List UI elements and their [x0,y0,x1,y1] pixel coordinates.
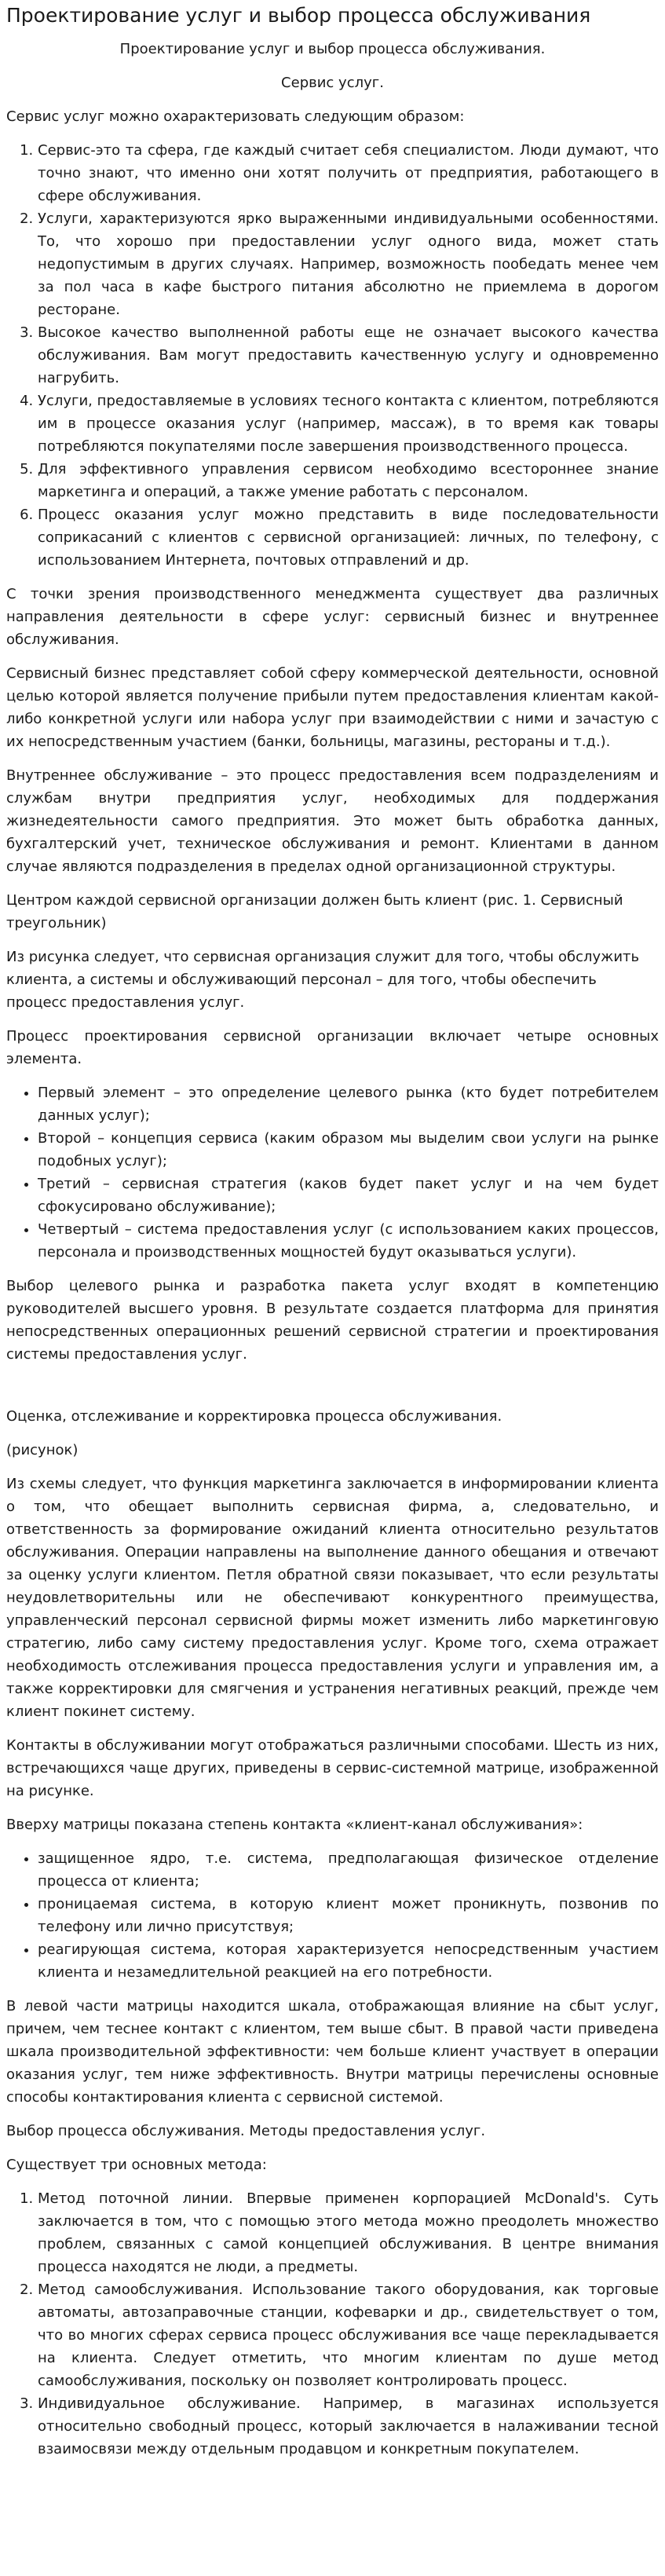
list-item: • Первый элемент – это определение целевого рынка (кто будет потребителем данных услуг); [38,1081,659,1127]
paragraph-matrix-top: Вверху матрицы показана степень контакта «клиент-канал обслуживания»: [6,1817,583,1833]
list-item: 1. Сервис-это та сфера, где каждый считает себя специалистом. Люди думают, что точно знают, что именно они хотят получить от предприятия, работающего в сфере обслуживания. [38,139,659,207]
paragraph-business: Сервисный бизнес представляет собой сферу коммерческой деятельности, основной целью которой является получение прибыли путем предоставления клиентам какой-либо конкретной услуги или набора услуг при взаимодействии с ними и зачастую с их непосредственным участием (банки, больницы, магазины, рестораны и т.д.). [6,665,659,750]
list-item: 3. Высокое качество выполненной работы еще не означает высокого качества обслуживания. Вам могут предоставить качественную услугу и одновременно нагрубить. [38,321,659,390]
list-item: • Четвертый – система предоставления услуг (с использованием каких процессов, персонала и производственных мощностей будут оказываться услуги). [38,1218,659,1264]
paragraph-internal: Внутреннее обслуживание – это процесс предоставления всем подразделениям и службам внутри предприятия услуг, необходимых для поддержания жизнедеятельности самого предприятия. Это может быть обработка данных, бухгалтерский учет, техническое обслуживания и ремонт. Клиентами в данном случае являются подразделения в пределах одной организационной структуры. [6,767,659,875]
list-item: 6. Процесс оказания услуг можно представить в виде последовательности соприкасаний с клиентов с сервисной организацией: личных, по телефону, с использованием Интернета, почтовых отправлений и др. [38,503,659,572]
paragraph-contacts: Контакты в обслуживании могут отображаться различными способами. Шесть из них, встречающихся чаще других, приведены в сервис-системной матрице, изображенной на рисунке. [6,1737,659,1799]
list-item: • защищенное ядро, т.е. система, предполагающая физическое отделение процесса от клиента; [38,1847,659,1893]
list-item: • Третий – сервисная стратегия (каков будет пакет услуг и на чем будет сфокусировано обслуживание); [38,1173,659,1218]
contact-levels-list [6,1847,659,1984]
service-characteristics-list [6,139,659,572]
list-item: 2. Метод самообслуживания. Использование такого оборудования, как торговые автоматы, автозаправочные станции, кофеварки и др., свидетельствует о том, что во многих сферах сервиса процесс обслуживания все чаще перекладывается на клиента. Следует отметить, что многим клиентам по душе метод самообслуживания, поскольку он позволяет контролировать процесс. [38,2278,659,2392]
paragraph-matrix-left: В левой части матрицы находится шкала, отображающая влияние на сбыт услуг, причем, чем теснее контакт с клиентом, тем выше сбыт. В правой части приведена шкала производительной эффективности: чем больше клиент участвует в операции оказания услуг, тем ниже эффективность. Внутри матрицы перечислены основные способы контактирования клиента с сервисной системой. [6,1998,659,2106]
list-item: 5. Для эффективного управления сервисом необходимо всестороннее знание маркетинга и операций, а также умение работать с персоналом. [38,458,659,503]
figure-placeholder: (рисунок) [6,1442,79,1458]
intro-paragraph: Сервис услуг можно охарактеризовать следующим образом: [6,108,465,125]
paragraph-figure: Из рисунка следует, что сервисная организация служит для того, чтобы обслужить клиента, а системы и обслуживающий персонал – для того, чтобы обеспечить процесс предоставления услуг. [6,949,640,1011]
spacer [6,1377,659,1405]
paragraph-evaluation: Оценка, отслеживание и корректировка процесса обслуживания. [6,1408,502,1425]
list-item: 1. Метод поточной линии. Впервые применен корпорацией McDonald's. Суть заключается в том, что с помощью этого метода можно преодолеть множество проблем, связанных с самой концепцией обслуживания. В центре внимания процесса находятся не люди, а предметы. [38,2187,659,2278]
paragraph-choice: Выбор целевого рынка и разработка пакета услуг входят в компетенцию руководителей высшего уровня. В результате создается платформа для принятия непосредственных операционных решений сервисной стратегии и проектирования системы предоставления услуг. [6,1278,659,1363]
paragraph-methods-title: Выбор процесса обслуживания. Методы предоставления услуг. [6,2123,486,2139]
paragraph-management: С точки зрения производственного менеджмента существует два различных направления деятельности в сфере услуг: сервисный бизнес и внутреннее обслуживания. [6,586,659,648]
service-methods-list [6,2187,659,2461]
paragraph-scheme: Из схемы следует, что функция маркетинга заключается в информировании клиента о том, что обещает выполнить сервисная фирма, а, следовательно, и ответственность за формирование ожиданий клиента относительно результатов обслуживания. Операции направлены на выполнение данного обещания и отвечают за оценку услуги клиентом. Петля обратной связи показывает, что если результаты неудовлетворительны или не обеспечивают конкурентного преимущества, управленческий персонал сервисной фирмы может изменить либо маркетинговую стратегию, либо саму систему предоставления услуг. Кроме того, схема отражает необходимость отслеживания процесса предоставления услуги и управления им, а также корректировки для смягчения и устранения негативных реакций, прежде чем клиент покинет систему. [6,1476,659,1720]
design-elements-list [6,1081,659,1264]
section-heading-services: Сервис услуг. [281,75,384,91]
page-title: Проектирование услуг и выбор процесса обслуживания [6,4,591,27]
list-item: 2. Услуги, характеризуются ярко выраженными индивидуальными особенностями. То, что хорошо при предоставлении услуг одного вида, может стать недопустимым в других случаях. Например, возможность пообедать менее чем за пол часа в кафе быстрого питания абсолютно не приемлема в дорогом ресторане. [38,207,659,321]
document [0,3,665,2461]
list-item: • Второй – концепция сервиса (каким образом мы выделим свои услуги на рынке подобных услуг); [38,1127,659,1173]
paragraph-center: Центром каждой сервисной организации должен быть клиент (рис. 1. Сервисный треугольник) [6,892,623,931]
list-item: • реагирующая система, которая характеризуется непосредственным участием клиента и незамедлительной реакцией на его потребности. [38,1938,659,1984]
list-item: • проницаемая система, в которую клиент может проникнуть, позвонив по телефону или лично присутствуя; [38,1893,659,1938]
document-subtitle: Проектирование услуг и выбор процесса обслуживания. [119,41,546,57]
list-item: 3. Индивидуальное обслуживание. Например, в магазинах используется относительно свободный процесс, который заключается в налаживании тесной взаимосвязи между отдельным продавцом и конкретным покупателем. [38,2392,659,2461]
list-item: 4. Услуги, предоставляемые в условиях тесного контакта с клиентом, потребляются им в процессе оказания услуг (например, массаж), в то время как товары потребляются покупателями после завершения производственного процесса. [38,390,659,458]
paragraph-design: Процесс проектирования сервисной организации включает четыре основных элемента. [6,1028,659,1067]
paragraph-methods-intro: Существует три основных метода: [6,2157,267,2173]
